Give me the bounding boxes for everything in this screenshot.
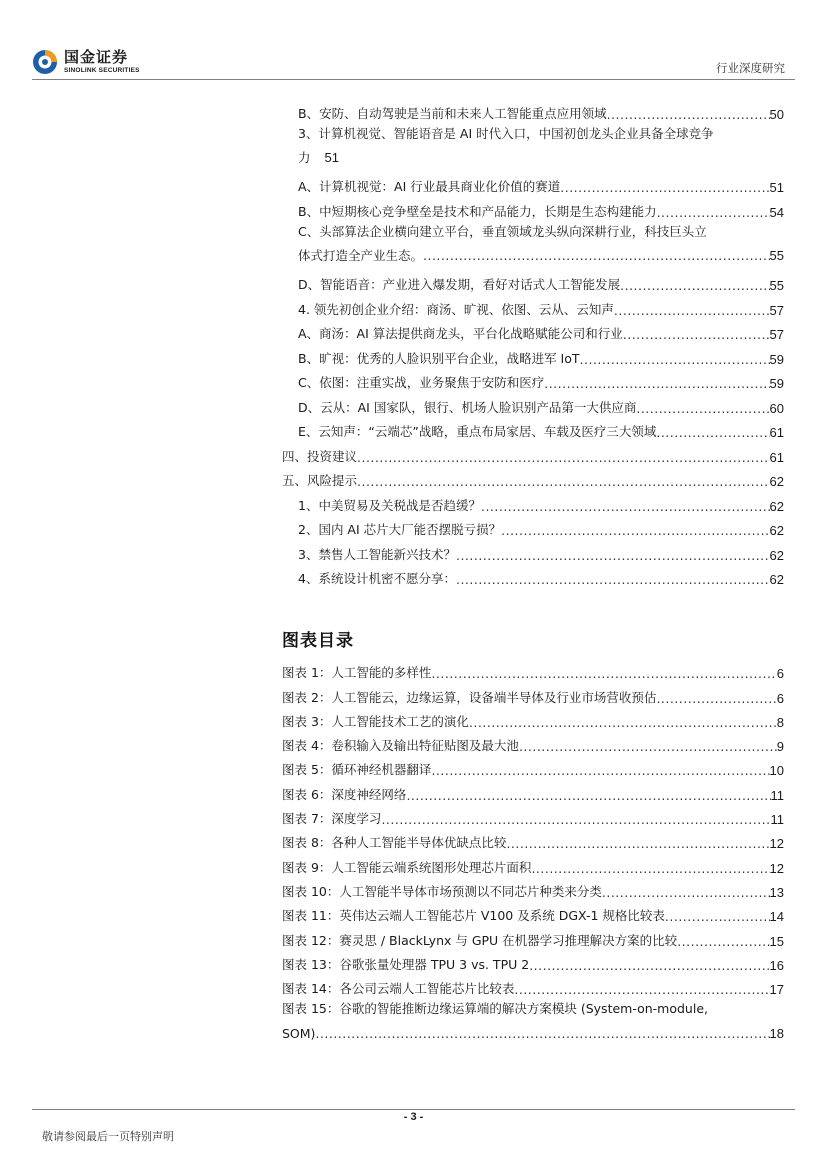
leader-dots <box>623 327 770 342</box>
toc-entry-title: 3、禁售人工智能新兴技术？ <box>298 546 456 562</box>
figure-entry-title: 图表 7：深度学习 <box>282 811 382 827</box>
toc-entry-title: D、智能语音：产业进入爆发期，看好对话式人工智能发展 <box>298 277 621 292</box>
toc-entry-page: 59 <box>769 351 784 367</box>
toc-entry[interactable] <box>282 465 784 490</box>
toc-entry-page: 55 <box>769 248 784 263</box>
toc-entry[interactable] <box>282 514 784 539</box>
figure-entry-page: 18 <box>769 1025 784 1041</box>
report-type-label: 行业深度研究 <box>716 61 785 75</box>
toc-entry-page: 55 <box>769 278 784 293</box>
figure-entry[interactable] <box>282 924 784 948</box>
leader-dots <box>431 666 776 681</box>
leader-dots <box>657 205 770 220</box>
toc-entry-title-cont: 力 <box>298 150 311 165</box>
figure-entry-title: 图表 1：人工智能的多样性 <box>282 665 432 681</box>
figure-entry-title: 图表 14：各公司云端人工智能芯片比较表 <box>282 981 515 997</box>
toc-entry[interactable] <box>282 293 784 318</box>
figure-entry[interactable] <box>282 657 784 681</box>
figure-entry-title: 图表 15：谷歌的智能推断边缘运算端的解决方案模块 (System-on-module, <box>282 1001 708 1017</box>
figure-entry[interactable] <box>282 876 784 900</box>
company-logo <box>32 46 140 78</box>
leader-dots <box>677 934 769 949</box>
toc-entry-title: 1、中美贸易及关税战是否趋缓？ <box>298 497 481 513</box>
figure-entry-page: 12 <box>769 836 784 852</box>
toc-entry-page: 62 <box>769 498 784 514</box>
toc-entry[interactable] <box>282 97 784 122</box>
toc-entry-page: 62 <box>769 474 784 489</box>
logo-mark-icon <box>32 49 58 75</box>
toc-entry[interactable] <box>282 367 784 392</box>
figure-entry-title: 图表 10：人工智能半导体市场预测以不同芯片种类来分类 <box>282 883 602 899</box>
disclaimer-note: 敬请参阅最后一页特别声明 <box>42 1130 174 1143</box>
leader-dots <box>406 788 770 803</box>
figure-entry[interactable] <box>282 900 784 924</box>
figure-entry-page: 8 <box>776 714 784 730</box>
leader-dots <box>519 739 777 754</box>
toc-entry[interactable] <box>282 195 784 220</box>
figure-entry-title: 图表 6：深度神经网络 <box>282 786 407 802</box>
figure-entry-title-cont: SOM) <box>282 1025 316 1041</box>
figure-entry-page: 13 <box>769 884 784 900</box>
leader-dots <box>636 401 769 416</box>
toc-entry[interactable] <box>282 122 784 171</box>
toc-entry[interactable] <box>282 220 784 269</box>
figure-entry-page: 15 <box>769 933 784 949</box>
toc-entry-title: C、头部算法企业横向建立平台，垂直领域龙头纵向深耕行业，科技巨头立 <box>298 223 707 239</box>
figure-entry-page: 16 <box>769 957 784 973</box>
leader-dots <box>423 244 770 269</box>
figure-entry[interactable] <box>282 851 784 875</box>
leader-dots <box>620 278 769 293</box>
figure-entry[interactable] <box>282 681 784 705</box>
header-divider <box>32 79 795 80</box>
toc-entry-page: 51 <box>324 150 339 165</box>
toc-entry[interactable] <box>282 440 784 465</box>
toc-entry-page: 62 <box>769 523 784 538</box>
toc-entry-page: 50 <box>769 106 784 122</box>
figure-entry[interactable] <box>282 997 784 1041</box>
logo-chinese-name: 国金证券 <box>64 47 129 66</box>
toc-entry-title: A、计算机视觉：AI 行业最具商业化价值的赛道 <box>298 179 561 194</box>
figure-entry-title: 图表 12：赛灵思 / BlackLynx 与 GPU 在机器学习推理解决方案的比较 <box>282 932 678 948</box>
figure-entry-title: 图表 5：循环神经机器翻译 <box>282 762 432 778</box>
leader-dots <box>357 450 770 465</box>
leader-dots <box>531 861 769 876</box>
figure-entry-page: 17 <box>769 982 784 998</box>
toc-entry[interactable] <box>282 171 784 196</box>
toc-entry-page: 61 <box>769 449 784 465</box>
figure-entry-title: 图表 3：人工智能技术工艺的演化 <box>282 713 469 729</box>
leader-dots <box>665 909 770 924</box>
toc-entry-title: 3、计算机视觉、智能语音是 AI 时代入口，中国初创龙头企业具备全球竞争 <box>298 125 714 141</box>
toc-entry-title: B、安防、自动驾驶是当前和未来人工智能重点应用领域 <box>298 105 607 121</box>
figure-entry-title: 图表 9：人工智能云端系统图形处理芯片面积 <box>282 859 532 875</box>
figure-entry[interactable] <box>282 827 784 851</box>
leader-dots <box>560 180 769 195</box>
leader-dots <box>544 376 769 391</box>
toc-entry[interactable] <box>282 489 784 514</box>
leader-dots <box>514 982 769 997</box>
figure-entry-title: 图表 13：谷歌张量处理器 TPU 3 vs. TPU 2 <box>282 956 530 972</box>
toc-entry-title: E、云知声：“云端芯”战略，重点布局家居、车载及医疗三大领域 <box>298 424 657 439</box>
figure-entry-title: 图表 11：英伟达云端人工智能芯片 V100 及系统 DGX-1 规格比较表 <box>282 908 665 924</box>
figure-entry[interactable] <box>282 949 784 973</box>
toc-entry-title-cont: 体式打造全产业生态。 <box>298 248 424 263</box>
figure-entry[interactable] <box>282 778 784 802</box>
leader-dots <box>381 812 770 827</box>
figure-entry-page: 6 <box>776 690 784 706</box>
toc-entry-page: 62 <box>769 547 784 563</box>
leader-dots <box>580 352 770 367</box>
toc-entry-title: 4、系统设计机密不愿分享： <box>298 571 456 586</box>
figure-entry-page: 6 <box>776 666 784 682</box>
leader-dots <box>431 763 769 778</box>
figure-entry[interactable] <box>282 803 784 827</box>
figure-entry-page: 14 <box>769 909 784 925</box>
toc-entry-page: 60 <box>769 400 784 416</box>
figure-entry-title: 图表 4：卷积输入及输出特征贴图及最大池 <box>282 738 519 754</box>
toc-entry-title: C、依图：注重实战，业务聚焦于安防和医疗 <box>298 375 545 390</box>
toc-entry-page: 61 <box>769 425 784 440</box>
figure-entry-title: 图表 2：人工智能云，边缘运算，设备端半导体及行业市场营收预估 <box>282 689 657 705</box>
toc-entry[interactable] <box>282 342 784 367</box>
leader-dots <box>456 548 770 563</box>
page-header <box>0 0 827 90</box>
page-number: - 3 - <box>403 1111 424 1123</box>
toc-entry[interactable] <box>282 538 784 563</box>
toc-entry-title: 四、投资建议 <box>282 448 358 464</box>
table-of-contents <box>282 97 784 587</box>
leader-dots <box>529 958 769 973</box>
leader-dots <box>506 836 769 851</box>
leader-dots <box>481 499 770 514</box>
toc-entry-page: 62 <box>769 572 784 587</box>
figure-entry[interactable] <box>282 730 784 754</box>
toc-entry-title: B、中短期核心竞争壁垒是技术和产品能力，长期是生态构建能力 <box>298 203 657 219</box>
logo-english-name: SINOLINK SECURITIES <box>64 66 140 74</box>
figure-entry-page: 11 <box>770 812 784 828</box>
toc-entry-title: 4. 领先初创企业介绍：商汤、旷视、依图、云从、云知声 <box>298 301 614 317</box>
toc-entry-title: A、商汤：AI 算法提供商龙头，平台化战略赋能公司和行业 <box>298 326 623 341</box>
leader-dots <box>656 425 769 440</box>
logo-text <box>64 47 140 75</box>
leader-dots <box>656 691 776 706</box>
toc-entry-title: 2、国内 AI 芯片大厂能否摆脱亏损？ <box>298 522 502 537</box>
footer-divider <box>32 1109 795 1110</box>
figure-entry[interactable] <box>282 973 784 997</box>
leader-dots <box>469 715 777 730</box>
leader-dots <box>456 572 770 587</box>
leader-dots <box>501 523 769 538</box>
toc-entry-page: 57 <box>769 302 784 318</box>
list-of-figures <box>282 657 784 1041</box>
figure-entry[interactable] <box>282 706 784 730</box>
figure-entry-page: 12 <box>769 860 784 876</box>
toc-entry-title: B、旷视：优秀的人脸识别平台企业，战略进军 IoT <box>298 350 580 366</box>
leader-dots <box>602 885 770 900</box>
toc-entry[interactable] <box>282 416 784 441</box>
toc-entry-title: 五、风险提示 <box>282 473 358 488</box>
toc-entry-title: D、云从：AI 国家队，银行、机场人脸识别产品第一大供应商 <box>298 399 637 415</box>
leader-dots <box>614 303 770 318</box>
toc-entry-page: 59 <box>769 376 784 391</box>
toc-entry[interactable] <box>282 391 784 416</box>
leader-dots <box>607 107 770 122</box>
toc-entry-page: 51 <box>769 180 784 195</box>
figure-entry-title: 图表 8：各种人工智能半导体优缺点比较 <box>282 835 507 851</box>
figures-list-title: 图表目录 <box>282 631 354 651</box>
figure-entry-page: 10 <box>769 763 784 779</box>
leader-dots <box>315 1022 769 1047</box>
leader-dots <box>357 474 770 489</box>
figure-entry-page: 9 <box>776 739 784 755</box>
figure-entry-page: 11 <box>770 787 784 803</box>
figure-entry[interactable] <box>282 754 784 778</box>
toc-entry[interactable] <box>282 563 784 588</box>
toc-entry[interactable] <box>282 318 784 343</box>
toc-entry[interactable] <box>282 269 784 294</box>
toc-entry-page: 54 <box>769 204 784 220</box>
toc-entry-page: 57 <box>769 327 784 342</box>
